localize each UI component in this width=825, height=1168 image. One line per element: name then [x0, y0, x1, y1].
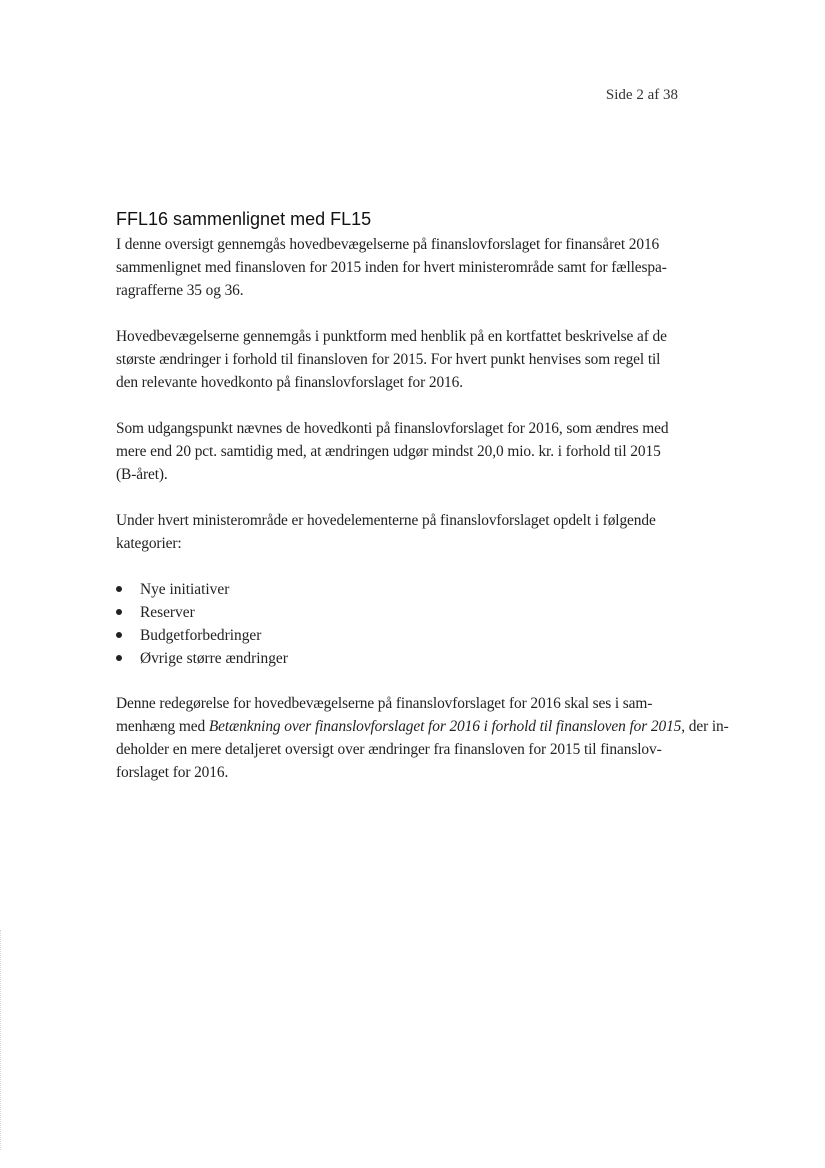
text-line: største ændringer i forhold til finansloven for 2015. For hvert punkt henvises som regel til: [116, 351, 661, 368]
list-item-label: Budgetforbedringer: [140, 627, 262, 644]
category-list: [116, 578, 686, 670]
paragraph-closing: [116, 692, 729, 784]
scan-margin-marks: [0, 930, 4, 1150]
text-line: forslaget for 2016.: [116, 764, 229, 781]
paragraph-method: [116, 325, 686, 394]
text-line: (B-året).: [116, 466, 168, 483]
text-line: ragrafferne 35 og 36.: [116, 282, 244, 299]
text-line: den relevante hovedkonto på finanslovforslaget for 2016.: [116, 374, 463, 391]
paragraph-criteria: [116, 417, 686, 486]
text-line: Under hvert ministerområde er hovedelementerne på finanslovforslaget opdelt i følgende: [116, 512, 656, 529]
page-number: Side 2 af 38: [605, 87, 678, 103]
list-item: [116, 647, 686, 670]
text-line: kategorier:: [116, 535, 182, 552]
list-item-label: Øvrige større ændringer: [140, 650, 288, 667]
text-line: deholder en mere detaljeret oversigt over ændringer fra finansloven for 2015 til finanslov-: [116, 741, 662, 758]
bullet-icon: [116, 586, 122, 592]
bullet-icon: [116, 655, 122, 661]
text-line: Hovedbevægelserne gennemgås i punktform med henblik på en kortfattet beskrivelse af de: [116, 328, 667, 345]
document-body: [116, 208, 729, 784]
list-item-label: Nye initiativer: [140, 581, 230, 598]
paragraph-categories-intro: [116, 509, 686, 555]
text-line: sammenlignet med finansloven for 2015 inden for hvert ministerområde samt for fællespa-: [116, 259, 667, 276]
list-item: [116, 624, 686, 647]
report-title-reference: Betænkning over finanslovforslaget for 2016 i forhold til finansloven for 2015: [208, 718, 682, 735]
list-item: [116, 578, 686, 601]
paragraph-intro: [116, 233, 686, 302]
text-fragment: , der in-: [681, 718, 729, 735]
text-fragment: menhæng med: [116, 718, 209, 735]
bullet-icon: [116, 632, 122, 638]
text-line: Denne redegørelse for hovedbevægelserne på finanslovforslaget for 2016 skal ses i sam-: [116, 695, 653, 712]
bullet-icon: [116, 609, 122, 615]
list-item: [116, 601, 686, 624]
text-line: [116, 715, 729, 738]
text-line: I denne oversigt gennemgås hovedbevægelserne på finanslovforslaget for finansåret 2016: [116, 236, 660, 253]
section-heading: FFL16 sammenlignet med FL15: [116, 209, 372, 229]
list-item-label: Reserver: [140, 604, 195, 621]
text-line: mere end 20 pct. samtidig med, at ændringen udgør mindst 20,0 mio. kr. i forhold til 2015: [116, 443, 661, 460]
text-line: Som udgangspunkt nævnes de hovedkonti på finanslovforslaget for 2016, som ændres med: [116, 420, 669, 437]
